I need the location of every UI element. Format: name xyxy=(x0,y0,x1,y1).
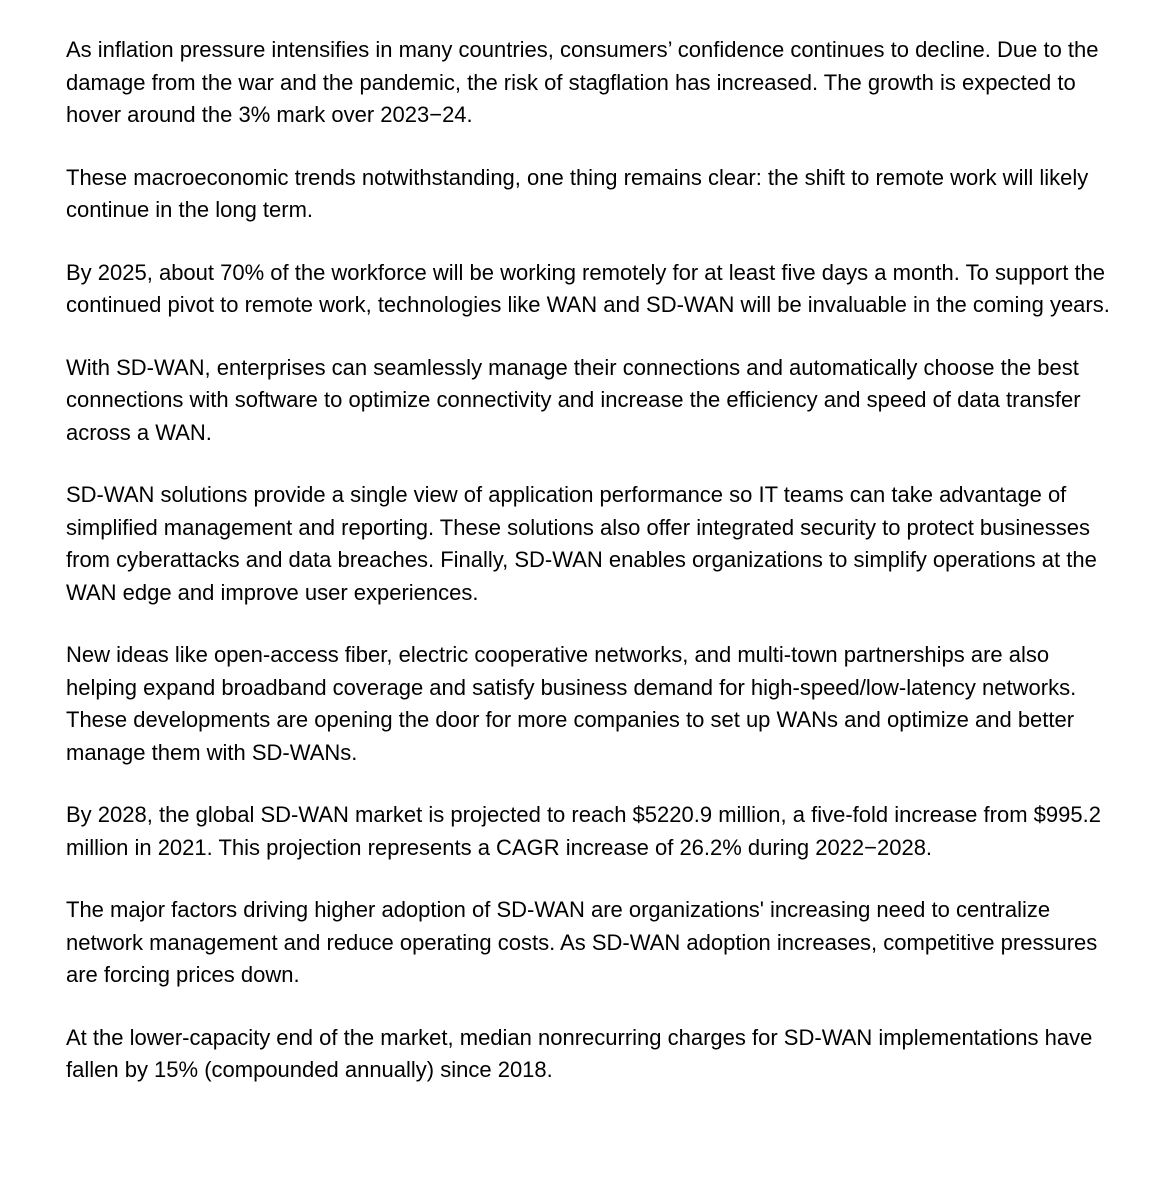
paragraph-market-projection: By 2028, the global SD-WAN market is projected to reach $5220.9 million, a five-fold increase from $995.2 million in 2021. This projection represents a CAGR increase of 26.2% during 2022−2028. xyxy=(66,802,1101,860)
paragraph-inflation: As inflation pressure intensifies in many countries, consumers’ confidence continues to decline. Due to the damage from the war and the pandemic, the risk of stagflation has increased. The growth is expected to hover around the 3% mark over 2023−24. xyxy=(66,37,1099,127)
paragraph-sd-wan-connections: With SD-WAN, enterprises can seamlessly manage their connections and automatically choose the best connections with software to optimize connectivity and increase the efficiency and speed of data transfer across a WAN. xyxy=(66,354,1081,445)
document-body xyxy=(66,34,1126,1087)
paragraph-broadband-ideas: New ideas like open-access fiber, electric cooperative networks, and multi-town partnerships are also helping expand broadband coverage and satisfy business demand for high-speed/low-latency networks. These developments are opening the door for more companies to set up WANs and optimize and better manage them with SD-WANs. xyxy=(66,642,1077,765)
paragraph-sd-wan-solutions: SD-WAN solutions provide a single view of application performance so IT teams can take advantage of simplified management and reporting. These solutions also offer integrated security to protect businesses from cyberattacks and data breaches. Finally, SD-WAN enables organizations to simplify operations at the WAN edge and improve user experiences. xyxy=(66,482,1097,605)
paragraph-workforce-2025: By 2025, about 70% of the workforce will be working remotely for at least five days a month. To support the continued pivot to remote work, technologies like WAN and SD-WAN will be invaluable in the coming years. xyxy=(66,259,1110,317)
paragraph-remote-work-trend: These macroeconomic trends notwithstanding, one thing remains clear: the shift to remote work will likely continue in the long term. xyxy=(66,164,1089,222)
paragraph-nonrecurring-charges: At the lower-capacity end of the market, median nonrecurring charges for SD-WAN implementations have fallen by 15% (compounded annually) since 2018. xyxy=(66,1024,1093,1082)
paragraph-adoption-factors: The major factors driving higher adoption of SD-WAN are organizations' increasing need to centralize network management and reduce operating costs. As SD-WAN adoption increases, competitive pressures are forcing prices down. xyxy=(66,897,1098,987)
